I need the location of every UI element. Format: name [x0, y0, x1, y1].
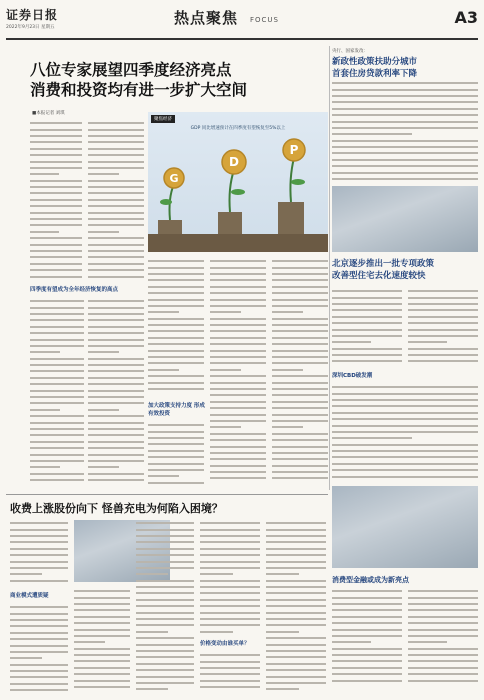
right-photo-2 [332, 486, 478, 568]
right-body-2 [332, 288, 402, 366]
right-headline-1-line1: 新政性政策扶助分城市 [332, 57, 418, 67]
section-subtitle: FOCUS [250, 16, 279, 24]
coin-p-letter: P [289, 143, 299, 157]
bottom-body-col2 [10, 604, 68, 694]
right-subhead: 深圳CBD破发潮 [332, 373, 373, 379]
right-headline-2-line2: 改善型住宅去化速度较快 [332, 271, 426, 281]
right-column [332, 46, 478, 686]
bottom-body-col6 [200, 652, 260, 694]
right-headline-2[interactable] [332, 258, 478, 282]
lead-body-col6 [210, 258, 266, 486]
lead-body-col3 [30, 298, 84, 486]
bottom-body-col4 [136, 520, 194, 694]
right-kicker: 央行、国家发改： [332, 49, 368, 54]
coin-g-letter: G [169, 172, 179, 185]
right-body-6 [408, 588, 478, 684]
bottom-subhead-2: 价格变动由谁买单？ [200, 641, 250, 647]
newspaper-logo: 证券日报 [6, 8, 59, 22]
graphic-label: 聚焦经济 [151, 115, 175, 123]
masthead [6, 4, 478, 40]
lead-headline[interactable] [6, 46, 328, 100]
lead-body-col5 [148, 258, 204, 398]
bottom-body-col7 [266, 520, 326, 694]
bottom-subhead-1: 商业模式遭质疑 [10, 593, 49, 599]
lead-subhead-2: 加大政策支持力度 形成有效投资 [148, 403, 205, 417]
lead-byline: ■本报记者 刘琪 [32, 111, 65, 116]
right-photo-1 [332, 186, 478, 252]
right-headline-3[interactable]: 消费型金融或成为新亮点 [332, 576, 409, 584]
lead-body-col2 [88, 120, 144, 280]
bottom-headline[interactable]: 收费上涨股份向下 怪兽充电为何陷入困境？ [10, 502, 223, 515]
column-divider [329, 46, 330, 490]
growth-coins-illustration [148, 138, 328, 252]
bottom-body-col5 [200, 520, 260, 636]
bottom-body-col3 [74, 588, 130, 694]
lead-graphic [148, 112, 328, 252]
right-headline-1-line2: 首套住房贷款利率下降 [332, 69, 418, 79]
lead-article [6, 46, 328, 490]
right-body-5 [332, 588, 402, 684]
right-body-4 [332, 384, 478, 486]
page-number: A3 [454, 8, 478, 27]
bottom-body-col1 [10, 520, 68, 588]
lead-body-col8 [148, 422, 204, 486]
right-headline-2-line1: 北京逐步推出一批专项政策 [332, 259, 435, 269]
lead-headline-line1: 八位专家展望四季度经济亮点 [30, 61, 232, 79]
right-headline-1[interactable] [332, 56, 478, 80]
dateline: 2022年9月23日 星期五 [6, 25, 55, 30]
section-title: 热点聚焦 [174, 9, 239, 27]
lead-body-col4 [88, 298, 144, 486]
bottom-divider [6, 494, 328, 495]
coin-d-letter: D [229, 155, 239, 169]
lead-subhead-1: 四季度有望成为全年经济恢复的高点 [30, 287, 119, 293]
lead-body-col1 [30, 120, 82, 280]
right-body-1 [332, 80, 478, 184]
lead-headline-line2: 消费和投资均有进一步扩大空间 [30, 81, 248, 99]
lead-body-col7 [272, 258, 328, 486]
right-body-3 [408, 288, 478, 366]
graphic-caption: GDP 同比增速预计在四季度有望恢复至5%以上 [190, 126, 286, 131]
